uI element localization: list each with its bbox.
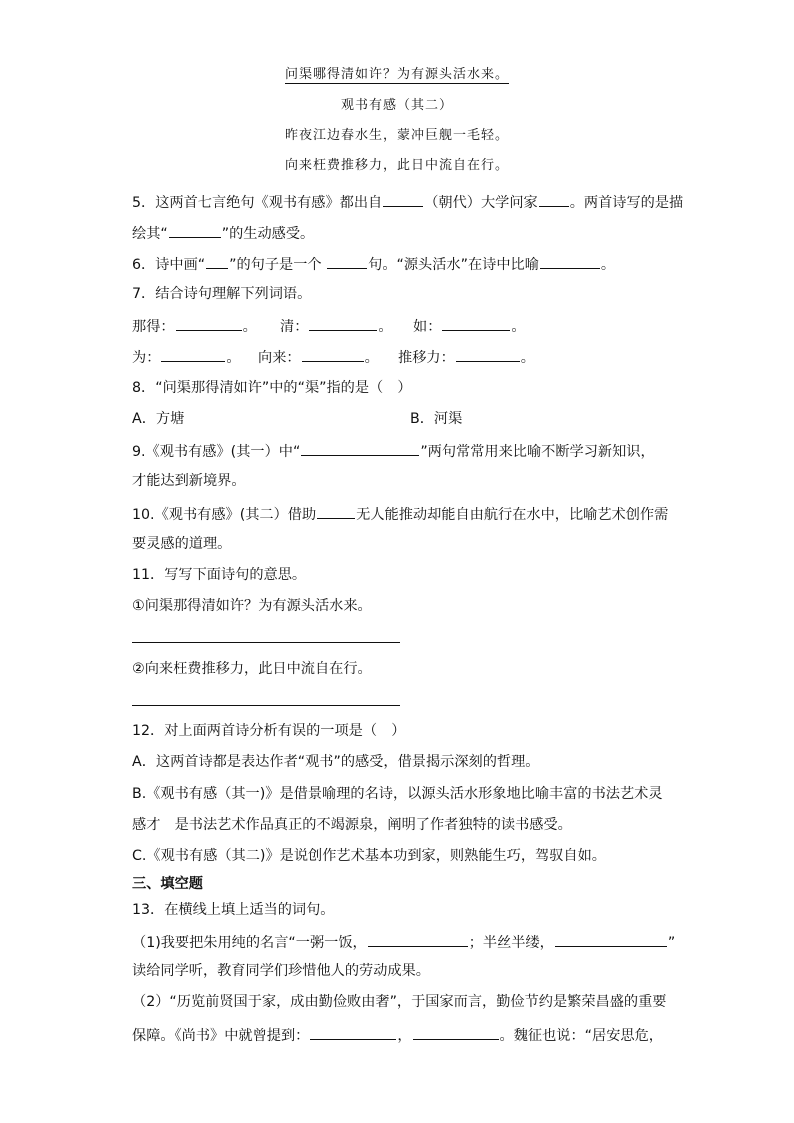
poem-line-4: 向来枉费推移力，此日中流自在行。 <box>284 158 509 173</box>
answer-blank[interactable] <box>206 253 228 269</box>
poem-title-2: 观书有感（其二） <box>340 98 453 113</box>
answer-blank[interactable] <box>317 503 355 519</box>
question-13-part-2-line-2: 保障。《尚书》中就曾提到： ， 。魏征也说：“居安思危， <box>132 1024 663 1046</box>
section-3-heading: 三、填空题 <box>132 876 203 892</box>
question-13-part-2-line-1: （2）“历览前贤国于家，成由勤俭败由奢”，于国家而言，勤俭节约是繁荣昌盛的重要 <box>132 994 667 1010</box>
question-12-option-a[interactable]: A．这两首诗都是表达作者“观书”的感受，借景揭示深刻的哲理。 <box>132 754 540 770</box>
answer-blank[interactable] <box>176 315 242 331</box>
question-7-row-2: 为： 。 <box>132 346 241 368</box>
answer-blank[interactable] <box>161 346 225 362</box>
answer-blank[interactable] <box>327 253 367 269</box>
question-7-row-1: 那得： 。 <box>132 315 257 337</box>
question-5-line-1: 5．这两首七言绝句《观书有感》都出自 （朝代）大学问家 。两首诗写的是描 <box>132 191 683 213</box>
answer-blank[interactable] <box>442 315 510 331</box>
answer-blank[interactable] <box>456 346 520 362</box>
answer-blank[interactable] <box>539 191 569 207</box>
answer-blank[interactable] <box>301 440 419 456</box>
poem-line-underlined: 问渠哪得清如许？为有源头活水来。 <box>284 67 509 82</box>
answer-blank[interactable] <box>169 222 221 238</box>
question-7-item-2: 清： 。 <box>280 315 393 337</box>
question-12-stem: 12．对上面两首诗分析有误的一项是（ ） <box>132 723 406 739</box>
poem-line-3: 昨夜江边春水生，蒙冲巨舰一毛轻。 <box>284 128 509 143</box>
question-9-line-1: 9.《观书有感》(其一）中“ ”两句常常用来比喻不断学习新知识， <box>132 440 655 462</box>
answer-blank[interactable] <box>383 191 423 207</box>
answer-blank[interactable] <box>368 931 468 947</box>
answer-line-1[interactable] <box>132 642 400 643</box>
question-12-option-c[interactable]: C.《观书有感（其二)》是说创作艺术基本功到家，则熟能生巧，驾驭自如。 <box>132 848 606 864</box>
question-8-option-a[interactable]: A．方塘 <box>132 411 185 427</box>
question-10-line-1: 10.《观书有感》(其二）借助 无人能推动却能自由航行在水中，比喻艺术创作需 <box>132 503 668 525</box>
question-7-item-6: 推移力： 。 <box>398 346 535 368</box>
question-6: 6．诗中画“ ”的句子是一个 句。“源头活水”在诗中比喻 。 <box>132 253 615 275</box>
question-8-stem: 8．“问渠那得清如许”中的“渠”指的是（ ） <box>132 380 412 396</box>
question-13-title: 13．在横线上填上适当的词句。 <box>132 902 335 918</box>
question-13-part-1-line-2: 读给同学听，教育同学们珍惜他人的劳动成果。 <box>132 963 430 979</box>
answer-blank[interactable] <box>310 1024 396 1040</box>
question-11-sentence-2: ②向来枉费推移力，此日中流自在行。 <box>132 661 372 677</box>
answer-blank[interactable] <box>555 931 667 947</box>
question-8-option-b[interactable]: B．河渠 <box>410 411 463 427</box>
answer-blank[interactable] <box>309 315 377 331</box>
question-7-item-3: 如： 。 <box>413 315 526 337</box>
question-7-item-5: 向来： 。 <box>258 346 379 368</box>
answer-blank[interactable] <box>540 253 600 269</box>
question-13-part-1-line-1: （1)我要把朱用纯的名言“一粥一饭， ；半丝半缕， ” <box>132 931 675 953</box>
question-11-title: 11．写写下面诗句的意思。 <box>132 567 307 583</box>
question-11-sentence-1: ①问渠那得清如许？为有源头活水来。 <box>132 598 372 614</box>
answer-line-2[interactable] <box>132 705 400 706</box>
question-12-option-b-line-1[interactable]: B.《观书有感（其一)》是借景喻理的名诗，以源头活水形象地比喻丰富的书法艺术灵 <box>132 786 663 802</box>
question-5-line-2: 绘其“ ”的生动感受。 <box>132 222 314 244</box>
answer-blank[interactable] <box>302 346 364 362</box>
question-12-option-b-line-2[interactable]: 感才 是书法艺术作品真正的不竭源泉，阐明了作者独特的读书感受。 <box>132 817 572 833</box>
question-7-title: 7．结合诗句理解下列词语。 <box>132 286 312 302</box>
answer-blank[interactable] <box>413 1024 499 1040</box>
question-10-line-2: 要灵感的道理。 <box>132 536 232 552</box>
question-9-line-2: 才能达到新境界。 <box>132 473 246 489</box>
